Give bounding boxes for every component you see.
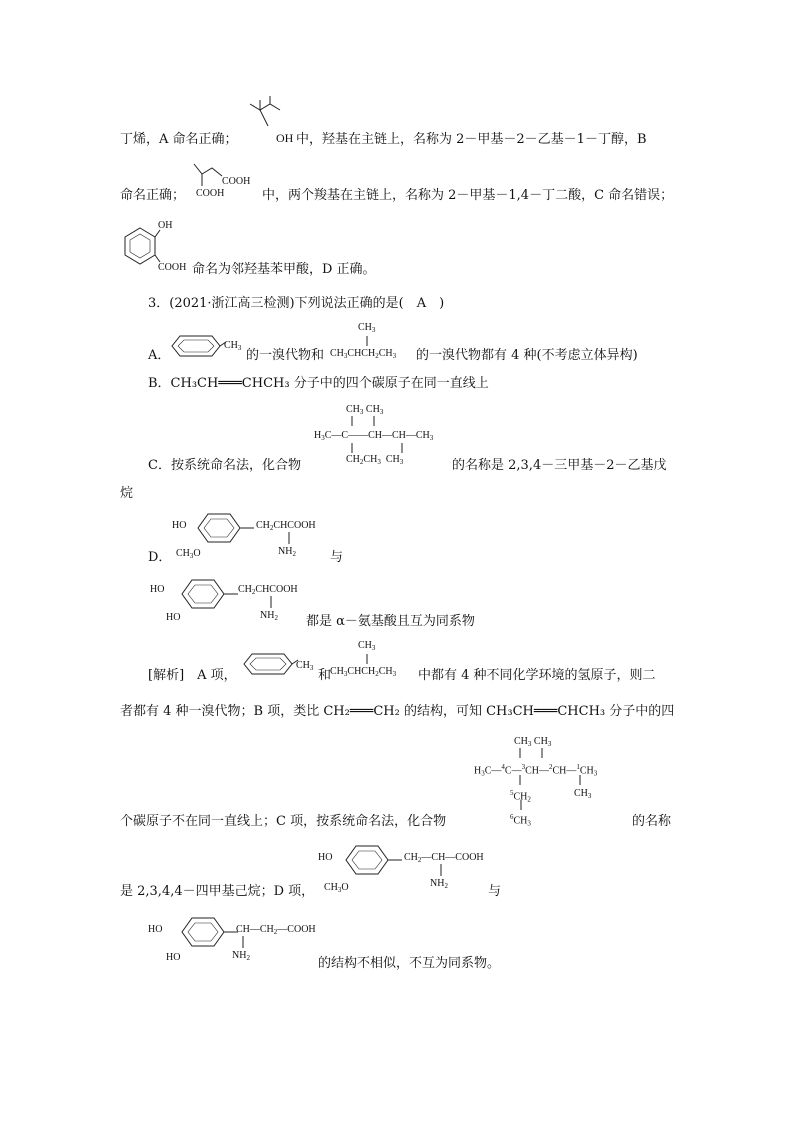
d2-nh2-bond (270, 596, 274, 610)
ana-d1-nh2-bond (440, 864, 444, 878)
option-d-text: 都是 α－氨基酸且互为同系物 (306, 614, 475, 629)
option-b: B．CH₃CH═══CHCH₃ 分子中的四个碳原子在同一直线上 (148, 376, 489, 391)
line2-text-a: 命名正确； (120, 188, 186, 203)
chain-ana-ch2: $^5CH_2$ (510, 789, 531, 804)
chain-c-mid: $H_3C—C——CH—CH—CH_3$ (314, 430, 434, 442)
line1-text-b: 中，羟基在主链上，名称为 2－甲基－2－乙基－1－丁醇，B (296, 132, 647, 147)
analysis-line3-a: 个碳原子不在同一直线上；C 项，按系统命名法，化合物 (120, 814, 447, 829)
analysis-line2: 者都有 4 种一溴代物；B 项，类比 CH₂═══CH₂ 的结构，可知 CH₃CH═══CHCH₃ 分子中的四 (120, 704, 675, 719)
toluene-ring-a (172, 334, 232, 358)
toluene-ch3-analysis: $CH_3$ (296, 660, 314, 672)
ana-dopa-ring (180, 914, 240, 954)
salicylic-acid-ring (120, 226, 160, 266)
salicylic-cooh: COOH (158, 262, 187, 273)
chain-c-bot: $CH_2CH_3$ $CH_3$ (346, 454, 404, 466)
d2-chain: $CH_2CHCOOH$ (238, 584, 298, 596)
isopentane-chain-analysis: $CH_3CHCH_2CH_3$ (330, 666, 397, 678)
ana-d1-ch3o: $CH_3O$ (324, 882, 349, 894)
option-c-text2: 烷 (120, 486, 134, 501)
skeletal-alcohol-structure (248, 96, 288, 136)
option-d-and: 与 (330, 550, 344, 565)
dopa-ring (180, 576, 240, 616)
cooh-label-bottom: COOH (196, 188, 225, 199)
ana-d2-nh2-bond (242, 936, 246, 950)
option-a-text2: 的一溴代物都有 4 种(不考虑立体异构) (416, 348, 638, 363)
line2-text-b: 中，两个羧基在主链上，名称为 2－甲基－1,4－丁二酸，C 命名错误； (262, 188, 674, 203)
isopentane-ch3-analysis: $CH_3$ (358, 640, 376, 652)
isopentane-bond-a (366, 336, 370, 348)
chain-ana-top: $CH_3$ $CH_3$ (514, 736, 552, 748)
chain-ana-ch3-right: $CH_3$ (574, 788, 592, 800)
line1-text-a: 丁烯，A 命名正确； (120, 132, 238, 147)
d1-chain: $CH_2CHCOOH$ (256, 520, 316, 532)
analysis-text: 中都有 4 种不同化学环境的氢原子，则二 (418, 668, 656, 683)
option-c-label: C．按系统命名法，化合物 (148, 458, 301, 473)
analysis-and: 和 (318, 668, 332, 683)
line3-text: 命名为邻羟基苯甲酸，D 正确。 (192, 262, 376, 277)
question-3: 3．(2021·浙江高三检测)下列说法正确的是( A ) (148, 296, 445, 311)
d1-ho: HO (172, 520, 187, 531)
chain-ana-mid: $H_3C—^4C—^3CH—^2CH—^1CH_3$ (474, 763, 598, 778)
ana-d2-ho-bottom: HO (166, 952, 181, 963)
d1-nh2-bond (288, 532, 292, 546)
option-a-label: A． (148, 348, 171, 363)
analysis-label: [解析] A 项， (148, 668, 237, 683)
option-c-text: 的名称是 2,3,4－三甲基－2－乙基戊 (452, 458, 667, 473)
chain-c-bonds-top (350, 416, 380, 428)
analysis-line4-b: 与 (488, 884, 502, 899)
ana-d1-chain: $CH_2—CH—COOH$ (404, 852, 484, 864)
d2-ho-top: HO (150, 584, 165, 595)
analysis-line5: 的结构不相似，不互为同系物。 (318, 956, 501, 971)
chain-ana-bonds-top (518, 748, 548, 760)
toluene-ring-analysis (244, 652, 304, 676)
salicylic-oh: OH (158, 220, 173, 231)
ana-d1-ho: HO (318, 852, 333, 863)
isopentane-chain-a: $CH_3CHCH_2CH_3$ (330, 348, 397, 360)
toluene-ch3-a: $CH_3$ (224, 340, 242, 352)
chain-ana-bonds-bot (518, 775, 588, 787)
option-a-text: 的一溴代物和 (246, 348, 325, 363)
option-d-label: D． (148, 550, 172, 565)
ana-d1-nh2: $NH_2$ (430, 878, 448, 890)
d1-nh2: $NH_2$ (278, 546, 296, 558)
cooh-label-top: COOH (222, 176, 251, 187)
oh-label: OH (276, 131, 294, 145)
d2-ho-bottom: HO (166, 612, 181, 623)
dopa-methoxy-ring (196, 510, 256, 550)
isopentane-bond-analysis (366, 654, 370, 666)
chain-ana-bond-6 (520, 800, 524, 812)
analysis-line3-b: 的名称 (632, 814, 672, 829)
analysis-line4-a: 是 2,3,4,4－四甲基己烷；D 项， (120, 884, 315, 899)
chain-c-top: $CH_3$ $CH_3$ (346, 404, 384, 416)
ana-d2-chain: $CH—CH_2—COOH$ (236, 924, 316, 936)
ana-d2-ho-top: HO (148, 924, 163, 935)
chain-ana-ch3-6: $^6CH_3$ (510, 813, 531, 828)
d2-nh2: $NH_2$ (260, 610, 278, 622)
isopentane-ch3-a: $CH_3$ (358, 322, 376, 334)
ana-d2-nh2: $NH_2$ (232, 950, 250, 962)
ana-dopa-methoxy-ring (344, 842, 404, 882)
d1-ch3o: $CH_3O$ (176, 548, 201, 560)
